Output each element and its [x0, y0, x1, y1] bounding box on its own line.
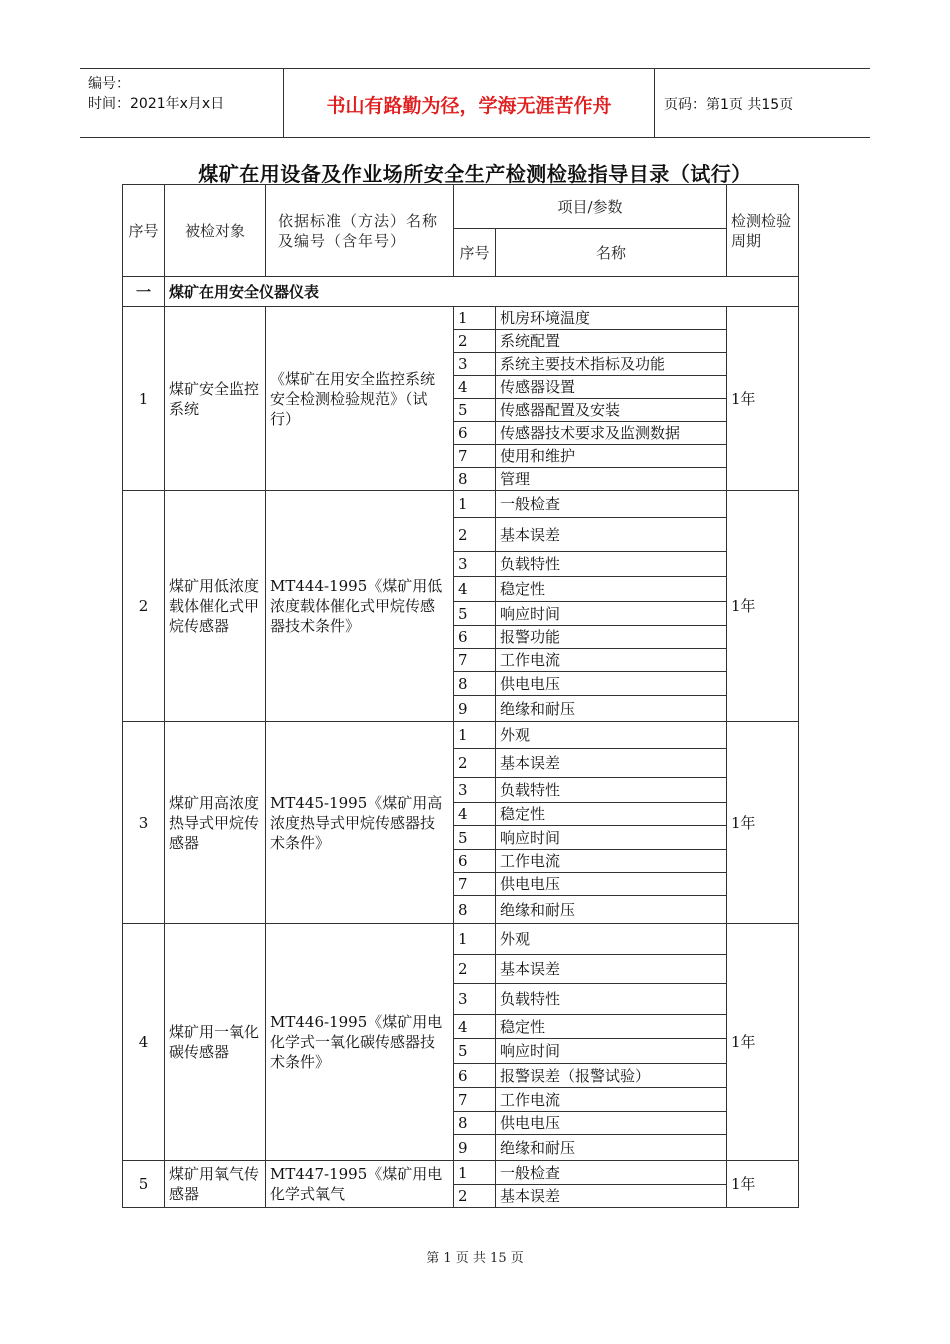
item-seq: 9 [454, 1135, 496, 1161]
item-seq: 5 [454, 826, 496, 850]
item-seq: 1 [454, 491, 496, 518]
row-object: 煤矿用氧气传感器 [165, 1161, 266, 1208]
item-name: 响应时间 [496, 1039, 727, 1064]
item-name: 绝缘和耐压 [496, 896, 727, 924]
table-row [123, 924, 799, 955]
item-name: 传感器配置及安装 [496, 399, 727, 422]
item-seq: 4 [454, 577, 496, 602]
item-seq: 2 [454, 518, 496, 552]
item-seq: 2 [454, 330, 496, 353]
item-name: 系统配置 [496, 330, 727, 353]
row-period: 1年 [727, 924, 799, 1161]
item-seq: 7 [454, 445, 496, 468]
item-seq: 5 [454, 399, 496, 422]
table-row [123, 307, 799, 330]
row-standard: MT444-1995《煤矿用低浓度载体催化式甲烷传感器技术条件》 [266, 491, 454, 722]
header-page-cell [654, 69, 870, 137]
item-name: 工作电流 [496, 649, 727, 672]
item-name: 使用和维护 [496, 445, 727, 468]
date-label: 时间：2021年x月x日 [88, 96, 225, 112]
item-name: 报警功能 [496, 626, 727, 649]
item-seq: 8 [454, 672, 496, 696]
item-seq: 3 [454, 778, 496, 803]
row-seq: 4 [123, 924, 165, 1161]
row-seq: 5 [123, 1161, 165, 1208]
item-seq: 2 [454, 1185, 496, 1208]
item-seq: 4 [454, 1015, 496, 1039]
item-seq: 4 [454, 803, 496, 826]
row-period: 1年 [727, 1161, 799, 1208]
item-seq: 2 [454, 749, 496, 778]
header-motto-cell [283, 69, 655, 137]
row-seq: 1 [123, 307, 165, 491]
item-seq: 8 [454, 1112, 496, 1135]
item-seq: 1 [454, 307, 496, 330]
item-name: 机房环境温度 [496, 307, 727, 330]
item-name: 外观 [496, 924, 727, 955]
header-standard: 依据标准（方法）名称及编号（含年号） [266, 185, 454, 277]
item-seq: 6 [454, 626, 496, 649]
section-number: 一 [123, 277, 165, 307]
code-label: 编号： [88, 76, 130, 92]
item-seq: 7 [454, 649, 496, 672]
row-object: 煤矿用低浓度载体催化式甲烷传感器 [165, 491, 266, 722]
page-footer: 第 1 页 共 15 页 [426, 1251, 524, 1266]
table-row [123, 1161, 799, 1185]
document-title: 煤矿在用设备及作业场所安全生产检测检验指导目录（试行） [198, 162, 752, 186]
page-number-label: 页码：第1页 共15页 [664, 97, 794, 113]
item-name: 稳定性 [496, 577, 727, 602]
header-items-group: 项目/参数 [454, 185, 727, 229]
inspection-table [122, 184, 799, 1208]
item-name: 传感器技术要求及监测数据 [496, 422, 727, 445]
item-name: 系统主要技术指标及功能 [496, 353, 727, 376]
item-seq: 7 [454, 873, 496, 896]
row-object: 煤矿用一氧化碳传感器 [165, 924, 266, 1161]
table-row [123, 491, 799, 518]
item-seq: 9 [454, 696, 496, 722]
item-name: 负载特性 [496, 984, 727, 1015]
header-left-cell [80, 69, 283, 137]
item-name: 报警误差（报警试验） [496, 1064, 727, 1088]
item-seq: 1 [454, 1161, 496, 1185]
item-name: 稳定性 [496, 803, 727, 826]
item-name: 工作电流 [496, 1088, 727, 1112]
item-name: 响应时间 [496, 826, 727, 850]
header-object: 被检对象 [165, 185, 266, 277]
row-period: 1年 [727, 491, 799, 722]
item-name: 供电电压 [496, 873, 727, 896]
header-item-name: 名称 [496, 229, 727, 277]
item-seq: 6 [454, 850, 496, 873]
item-seq: 6 [454, 422, 496, 445]
row-standard: MT445-1995《煤矿用高浓度热导式甲烷传感器技术条件》 [266, 722, 454, 924]
item-seq: 8 [454, 896, 496, 924]
item-name: 一般检查 [496, 1161, 727, 1185]
item-seq: 4 [454, 376, 496, 399]
item-name: 绝缘和耐压 [496, 1135, 727, 1161]
item-seq: 5 [454, 602, 496, 626]
row-standard: MT446-1995《煤矿用电化学式一氧化碳传感器技术条件》 [266, 924, 454, 1161]
row-seq: 3 [123, 722, 165, 924]
item-name: 传感器设置 [496, 376, 727, 399]
row-standard: MT447-1995《煤矿用电化学式氧气 [266, 1161, 454, 1208]
page-header [80, 68, 870, 138]
item-name: 基本误差 [496, 1185, 727, 1208]
row-period: 1年 [727, 307, 799, 491]
row-object: 煤矿用高浓度热导式甲烷传感器 [165, 722, 266, 924]
item-name: 绝缘和耐压 [496, 696, 727, 722]
item-name: 一般检查 [496, 491, 727, 518]
header-seq: 序号 [123, 185, 165, 277]
table-row [123, 722, 799, 749]
row-object: 煤矿安全监控系统 [165, 307, 266, 491]
item-name: 稳定性 [496, 1015, 727, 1039]
item-seq: 5 [454, 1039, 496, 1064]
item-seq: 2 [454, 955, 496, 984]
item-seq: 7 [454, 1088, 496, 1112]
motto-text: 书山有路勤为径，学海无涯苦作舟 [326, 95, 612, 117]
item-name: 工作电流 [496, 850, 727, 873]
item-seq: 1 [454, 924, 496, 955]
header-item-seq: 序号 [454, 229, 496, 277]
item-name: 基本误差 [496, 955, 727, 984]
item-seq: 1 [454, 722, 496, 749]
row-period: 1年 [727, 722, 799, 924]
item-seq: 3 [454, 984, 496, 1015]
item-name: 负载特性 [496, 778, 727, 803]
item-seq: 3 [454, 552, 496, 577]
item-seq: 6 [454, 1064, 496, 1088]
item-name: 基本误差 [496, 749, 727, 778]
item-seq: 8 [454, 468, 496, 491]
section-title: 煤矿在用安全仪器仪表 [165, 277, 799, 307]
item-name: 响应时间 [496, 602, 727, 626]
header-period: 检测检验周期 [727, 185, 799, 277]
item-name: 供电电压 [496, 672, 727, 696]
row-seq: 2 [123, 491, 165, 722]
item-seq: 3 [454, 353, 496, 376]
item-name: 基本误差 [496, 518, 727, 552]
row-standard: 《煤矿在用安全监控系统安全检测检验规范》（试行） [266, 307, 454, 491]
item-name: 外观 [496, 722, 727, 749]
item-name: 供电电压 [496, 1112, 727, 1135]
item-name: 管理 [496, 468, 727, 491]
item-name: 负载特性 [496, 552, 727, 577]
